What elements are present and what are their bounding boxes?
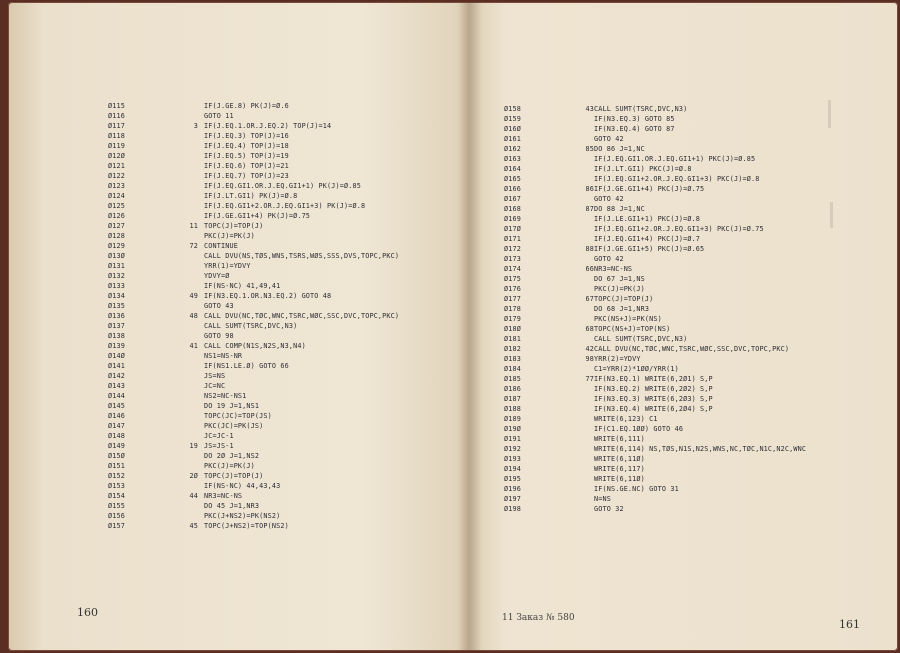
right-code-listing	[504, 104, 898, 514]
code-line	[504, 384, 898, 394]
code-line	[504, 134, 898, 144]
code-line	[108, 351, 458, 361]
code-statement: PKC(JC)=PK(JS)	[204, 422, 264, 430]
code-statement: DO 2Ø J=1,NS2	[204, 452, 260, 460]
code-statement: NR3=NC-NS	[204, 492, 243, 500]
line-number: Ø161	[504, 135, 521, 143]
code-line	[504, 184, 898, 194]
code-statement: YRR(2)=YDVY	[594, 355, 641, 363]
code-statement: DO 45 J=1,NR3	[204, 502, 260, 510]
line-number: Ø12Ø	[108, 152, 125, 160]
code-statement: IF(J.EQ.6) TOP(J)=21	[204, 162, 289, 170]
code-line	[108, 291, 458, 301]
code-line	[504, 454, 898, 464]
signature-mark: 11 Заказ № 580	[502, 613, 575, 623]
line-number: Ø166	[504, 185, 521, 193]
code-line	[108, 321, 458, 331]
code-line	[504, 224, 898, 234]
code-line	[108, 521, 458, 531]
code-line	[108, 131, 458, 141]
code-statement: DO 19 J=1,NS1	[204, 402, 260, 410]
line-number: Ø188	[504, 405, 521, 413]
code-statement: C1=YRR(2)*1ØØ/YRR(1)	[594, 365, 679, 373]
code-statement: IF(J.EQ.GI1+2.OR.J.EQ.GI1+3) PK(J)=Ø.8	[204, 202, 366, 210]
line-number: Ø189	[504, 415, 521, 423]
statement-label: 86	[585, 185, 594, 193]
code-line	[504, 434, 898, 444]
code-statement: GOTO 43	[204, 302, 234, 310]
code-statement: IF(N3.EQ.1) WRITE(6,2Ø1) S,P	[594, 375, 713, 383]
code-line	[504, 124, 898, 134]
code-line	[108, 461, 458, 471]
line-number: Ø151	[108, 462, 125, 470]
line-number: Ø148	[108, 432, 125, 440]
code-line	[108, 181, 458, 191]
code-line	[504, 354, 898, 364]
line-number: Ø169	[504, 215, 521, 223]
code-statement: PKC(J+NS2)=PK(NS2)	[204, 512, 281, 520]
line-number: Ø164	[504, 165, 521, 173]
code-statement: NR3=NC-NS	[594, 265, 633, 273]
statement-label: 2Ø	[189, 472, 198, 480]
line-number: Ø173	[504, 255, 521, 263]
line-number: Ø192	[504, 445, 521, 453]
line-number: Ø185	[504, 375, 521, 383]
code-line	[504, 474, 898, 484]
code-statement: CALL SUMT(TSRC,DVC,N3)	[594, 105, 688, 113]
line-number: Ø153	[108, 482, 125, 490]
line-number: Ø162	[504, 145, 521, 153]
line-number: Ø119	[108, 142, 125, 150]
line-number: Ø127	[108, 222, 125, 230]
code-statement: DO 67 J=1,NS	[594, 275, 645, 283]
code-line	[504, 404, 898, 414]
code-statement: IF(N3.EQ.3) WRITE(6,2Ø3) S,P	[594, 395, 713, 403]
code-line	[504, 314, 898, 324]
code-statement: IF(J.EQ.GI1+4) PKC(J)=Ø.7	[594, 235, 701, 243]
line-number: Ø118	[108, 132, 125, 140]
line-number: Ø195	[504, 475, 521, 483]
code-statement: WRITE(6,111)	[594, 435, 645, 443]
statement-label: 85	[585, 145, 594, 153]
code-statement: NS1=NS-NR	[204, 352, 243, 360]
line-number: Ø159	[504, 115, 521, 123]
statement-label: 11	[189, 222, 198, 230]
code-line	[108, 171, 458, 181]
right-page	[478, 2, 898, 651]
line-number: Ø121	[108, 162, 125, 170]
code-line	[108, 481, 458, 491]
statement-label: 77	[585, 375, 594, 383]
code-line	[108, 361, 458, 371]
line-number: Ø165	[504, 175, 521, 183]
line-number: Ø168	[504, 205, 521, 213]
code-statement: GOTO 32	[594, 505, 624, 513]
code-statement: TOPC(J)=TOP(J)	[204, 472, 264, 480]
line-number: Ø178	[504, 305, 521, 313]
statement-label: 43	[585, 105, 594, 113]
line-number: Ø117	[108, 122, 125, 130]
line-number: Ø179	[504, 315, 521, 323]
code-line	[504, 464, 898, 474]
line-number: Ø137	[108, 322, 125, 330]
code-statement: DO 68 J=1,NR3	[594, 305, 650, 313]
line-number: Ø191	[504, 435, 521, 443]
code-statement: IF(J.EQ.GI1+2.OR.J.EQ.GI1+3) PKC(J)=Ø.75	[594, 225, 764, 233]
code-line	[504, 204, 898, 214]
code-statement: JS=NS	[204, 372, 226, 380]
line-number: Ø126	[108, 212, 125, 220]
code-statement: PKC(J)=PK(J)	[204, 232, 255, 240]
code-line	[108, 471, 458, 481]
code-statement: N=NS	[594, 495, 611, 503]
statement-label: 44	[189, 492, 198, 500]
line-number: Ø145	[108, 402, 125, 410]
statement-label: 48	[189, 312, 198, 320]
book-spread	[8, 2, 898, 651]
statement-label: 19	[189, 442, 198, 450]
code-statement: IF(J.LT.GI1) PKC(J)=Ø.8	[594, 165, 692, 173]
line-number: Ø125	[108, 202, 125, 210]
line-number: Ø146	[108, 412, 125, 420]
code-line	[108, 191, 458, 201]
code-line	[504, 504, 898, 514]
code-statement: CALL SUMT(TSRC,DVC,N3)	[204, 322, 298, 330]
line-number: Ø194	[504, 465, 521, 473]
code-line	[108, 301, 458, 311]
code-line	[504, 154, 898, 164]
line-number: Ø129	[108, 242, 125, 250]
statement-label: 42	[585, 345, 594, 353]
code-line	[504, 254, 898, 264]
code-statement: DO 88 J=1,NC	[594, 205, 645, 213]
line-number: Ø181	[504, 335, 521, 343]
line-number: Ø175	[504, 275, 521, 283]
code-line	[108, 391, 458, 401]
statement-label: 66	[585, 265, 594, 273]
line-number: Ø132	[108, 272, 125, 280]
line-number: Ø139	[108, 342, 125, 350]
code-line	[108, 271, 458, 281]
line-number: Ø115	[108, 102, 125, 110]
line-number: Ø15Ø	[108, 452, 125, 460]
statement-label: 87	[585, 205, 594, 213]
code-line	[108, 241, 458, 251]
code-statement: TOPC(J+NS2)=TOP(NS2)	[204, 522, 289, 530]
line-number: Ø14Ø	[108, 352, 125, 360]
code-line	[108, 441, 458, 451]
code-statement: GOTO 11	[204, 112, 234, 120]
statement-label: 45	[189, 522, 198, 530]
line-number: Ø158	[504, 105, 521, 113]
line-number: Ø17Ø	[504, 225, 521, 233]
line-number: Ø142	[108, 372, 125, 380]
code-line	[108, 401, 458, 411]
code-statement: IF(NS-NC) 41,49,41	[204, 282, 281, 290]
code-statement: PKC(NS+J)=PK(NS)	[594, 315, 662, 323]
statement-label: 68	[585, 325, 594, 333]
code-statement: IF(NS.GE.NC) GOTO 31	[594, 485, 679, 493]
code-statement: IF(N3.EQ.4) WRITE(6,2Ø4) S,P	[594, 405, 713, 413]
code-statement: IF(J.EQ.4) TOP(J)=18	[204, 142, 289, 150]
line-number: Ø193	[504, 455, 521, 463]
line-number: Ø197	[504, 495, 521, 503]
code-line	[108, 311, 458, 321]
code-statement: WRITE(6,11Ø)	[594, 455, 645, 463]
code-line	[108, 451, 458, 461]
line-number: Ø133	[108, 282, 125, 290]
code-line	[108, 281, 458, 291]
code-line	[504, 264, 898, 274]
line-number: Ø136	[108, 312, 125, 320]
line-number: Ø143	[108, 382, 125, 390]
code-line	[504, 494, 898, 504]
code-statement: IF(N3.EQ.4) GOTO 87	[594, 125, 675, 133]
code-line	[108, 341, 458, 351]
code-statement: JC=JC-1	[204, 432, 234, 440]
code-statement: CALL SUMT(TSRC,DVC,N3)	[594, 335, 688, 343]
code-line	[108, 201, 458, 211]
code-statement: IF(J.EQ.GI1.OR.J.EQ.GI1+1) PK(J)=Ø.85	[204, 182, 361, 190]
line-number: Ø177	[504, 295, 521, 303]
code-line	[108, 501, 458, 511]
statement-label: 72	[189, 242, 198, 250]
code-statement: TOPC(J)=TOP(J)	[204, 222, 264, 230]
line-number: Ø141	[108, 362, 125, 370]
code-line	[108, 121, 458, 131]
line-number: Ø149	[108, 442, 125, 450]
code-statement: PKC(J)=PK(J)	[594, 285, 645, 293]
code-line	[504, 424, 898, 434]
code-line	[504, 374, 898, 384]
code-statement: NS2=NC-NS1	[204, 392, 247, 400]
code-line	[504, 334, 898, 344]
code-statement: TOPC(NS+J)=TOP(NS)	[594, 325, 671, 333]
line-number: Ø198	[504, 505, 521, 513]
code-line	[108, 411, 458, 421]
line-number: Ø135	[108, 302, 125, 310]
line-number: Ø156	[108, 512, 125, 520]
code-line	[108, 381, 458, 391]
code-statement: IF(J.GE.GI1+4) PK(J)=Ø.75	[204, 212, 311, 220]
code-line	[108, 251, 458, 261]
code-line	[108, 511, 458, 521]
code-statement: WRITE(6,117)	[594, 465, 645, 473]
line-number: Ø172	[504, 245, 521, 253]
code-statement: GOTO 42	[594, 195, 624, 203]
code-line	[504, 114, 898, 124]
statement-label: 98	[585, 355, 594, 363]
code-line	[504, 214, 898, 224]
code-statement: IF(N3.EQ.1.OR.N3.EQ.2) GOTO 48	[204, 292, 332, 300]
code-statement: CALL DVU(NS,TØS,WNS,TSRS,WØS,SSS,DVS,TOPC,PKC)	[204, 252, 400, 260]
line-number: Ø128	[108, 232, 125, 240]
code-line	[108, 431, 458, 441]
code-line	[108, 141, 458, 151]
line-number: Ø124	[108, 192, 125, 200]
code-statement: WRITE(6,114) NS,TØS,N1S,N2S,WNS,NC,TØC,N1C,N2C,WNC	[594, 445, 807, 453]
line-number: Ø155	[108, 502, 125, 510]
code-statement: IF(J.GE.GI1+4) PKC(J)=Ø.75	[594, 185, 705, 193]
left-code-listing	[108, 101, 458, 531]
code-statement: IF(NS-NC) 44,43,43	[204, 482, 281, 490]
code-line	[504, 164, 898, 174]
code-line	[108, 261, 458, 271]
code-line	[504, 414, 898, 424]
code-line	[108, 491, 458, 501]
line-number: Ø152	[108, 472, 125, 480]
left-page	[8, 2, 463, 651]
code-line	[108, 211, 458, 221]
code-statement: GOTO 98	[204, 332, 234, 340]
code-line	[504, 324, 898, 334]
code-statement: TOPC(J)=TOP(J)	[594, 295, 654, 303]
line-number: Ø16Ø	[504, 125, 521, 133]
code-statement: JS=JS-1	[204, 442, 234, 450]
code-line	[504, 104, 898, 114]
code-statement: IF(J.EQ.GI1+2.OR.J.EQ.GI1+3) PKC(J)=Ø.8	[594, 175, 760, 183]
code-statement: WRITE(6,11Ø)	[594, 475, 645, 483]
code-statement: IF(C1.EQ.1ØØ) GOTO 46	[594, 425, 684, 433]
line-number: Ø182	[504, 345, 521, 353]
line-number: Ø13Ø	[108, 252, 125, 260]
left-page-number: 160	[77, 606, 98, 619]
statement-label: 49	[189, 292, 198, 300]
line-number: Ø167	[504, 195, 521, 203]
code-line	[108, 421, 458, 431]
code-statement: WRITE(6,123) C1	[594, 415, 658, 423]
line-number: Ø123	[108, 182, 125, 190]
code-line	[504, 244, 898, 254]
code-line	[504, 234, 898, 244]
code-line	[108, 161, 458, 171]
line-number: Ø174	[504, 265, 521, 273]
code-line	[504, 344, 898, 354]
code-statement: PKC(J)=PK(J)	[204, 462, 255, 470]
code-statement: DO 86 J=1,NC	[594, 145, 645, 153]
line-number: Ø183	[504, 355, 521, 363]
code-statement: IF(J.EQ.1.OR.J.EQ.2) TOP(J)=14	[204, 122, 332, 130]
code-line	[108, 111, 458, 121]
code-line	[504, 144, 898, 154]
code-statement: IF(J.LE.GI1+1) PKC(J)=Ø.8	[594, 215, 701, 223]
line-number: Ø157	[108, 522, 125, 530]
line-number: Ø171	[504, 235, 521, 243]
line-number: Ø196	[504, 485, 521, 493]
code-statement: IF(N3.EQ.3) GOTO 85	[594, 115, 675, 123]
code-statement: IF(J.GE.8) PK(J)=Ø.6	[204, 102, 289, 110]
line-number: Ø186	[504, 385, 521, 393]
code-line	[504, 274, 898, 284]
code-statement: IF(J.GE.GI1+5) PKC(J)=Ø.65	[594, 245, 705, 253]
line-number: Ø131	[108, 262, 125, 270]
code-line	[504, 304, 898, 314]
code-line	[108, 221, 458, 231]
code-statement: CALL COMP(N1S,N2S,N3,N4)	[204, 342, 306, 350]
code-line	[504, 364, 898, 374]
code-line	[504, 284, 898, 294]
code-line	[108, 231, 458, 241]
line-number: Ø154	[108, 492, 125, 500]
statement-label: 88	[585, 245, 594, 253]
statement-label: 67	[585, 295, 594, 303]
line-number: Ø116	[108, 112, 125, 120]
code-statement: YRR(1)=YDVY	[204, 262, 251, 270]
code-statement: GOTO 42	[594, 255, 624, 263]
code-statement: IF(J.LT.GI1) PK(J)=Ø.8	[204, 192, 298, 200]
code-line	[504, 444, 898, 454]
code-line	[108, 371, 458, 381]
code-statement: IF(J.EQ.3) TOP(J)=16	[204, 132, 289, 140]
code-statement: IF(NS1.LE.Ø) GOTO 66	[204, 362, 289, 370]
code-statement: YDVY=Ø	[204, 272, 230, 280]
line-number: Ø138	[108, 332, 125, 340]
right-page-number: 161	[839, 618, 860, 631]
line-number: Ø122	[108, 172, 125, 180]
code-statement: TOPC(JC)=TOP(JS)	[204, 412, 272, 420]
code-statement: CONTINUE	[204, 242, 238, 250]
line-number: Ø163	[504, 155, 521, 163]
code-statement: CALL DVU(NC,TØC,WNC,TSRC,WØC,SSC,DVC,TOPC,PKC)	[204, 312, 400, 320]
code-statement: IF(J.EQ.GI1.OR.J.EQ.GI1+1) PKC(J)=Ø.85	[594, 155, 756, 163]
code-line	[108, 151, 458, 161]
code-line	[504, 394, 898, 404]
code-line	[108, 101, 458, 111]
code-statement: JC=NC	[204, 382, 226, 390]
line-number: Ø134	[108, 292, 125, 300]
statement-label: 41	[189, 342, 198, 350]
code-line	[108, 331, 458, 341]
code-line	[504, 294, 898, 304]
line-number: Ø187	[504, 395, 521, 403]
line-number: Ø144	[108, 392, 125, 400]
code-statement: IF(J.EQ.7) TOP(J)=23	[204, 172, 289, 180]
code-line	[504, 174, 898, 184]
line-number: Ø176	[504, 285, 521, 293]
line-number: Ø147	[108, 422, 125, 430]
line-number: Ø184	[504, 365, 521, 373]
code-line	[504, 484, 898, 494]
statement-label: 3	[193, 122, 198, 130]
code-statement: GOTO 42	[594, 135, 624, 143]
code-line	[504, 194, 898, 204]
code-statement: CALL DVU(NC,TØC,WNC,TSRC,WØC,SSC,DVC,TOPC,PKC)	[594, 345, 790, 353]
code-statement: IF(N3.EQ.2) WRITE(6,2Ø2) S,P	[594, 385, 713, 393]
code-statement: IF(J.EQ.5) TOP(J)=19	[204, 152, 289, 160]
line-number: Ø18Ø	[504, 325, 521, 333]
line-number: Ø19Ø	[504, 425, 521, 433]
